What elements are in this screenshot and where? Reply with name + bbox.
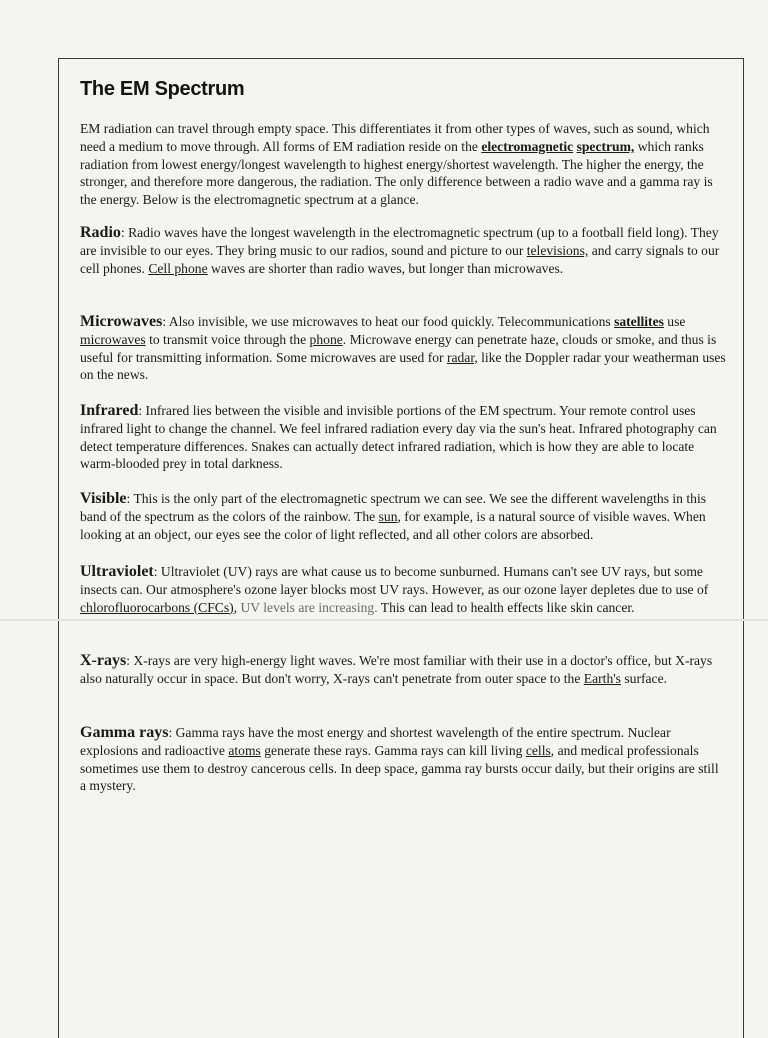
radio-text: : Radio waves have the longest wavelength in the electromagnetic spectrum (up to a football field long). They are invisible to our eyes. They bring music to our radios, sound and picture to our	[80, 225, 719, 258]
link-cells[interactable]: cells	[525, 742, 551, 758]
microwaves-paragraph	[80, 313, 728, 384]
term-ultraviolet: Ultraviolet	[80, 563, 154, 580]
term-radio: Radio	[80, 224, 121, 241]
term-microwaves: Microwaves	[80, 313, 163, 330]
intro-paragraph	[80, 120, 728, 209]
term-gamma-rays: Gamma rays	[80, 724, 169, 741]
radio-text-2: and carry signals to our cell phones.	[80, 242, 720, 276]
link-spectrum[interactable]: spectrum,	[576, 138, 635, 154]
scan-fold-line	[0, 619, 768, 621]
microwaves-text-5: like the Doppler radar your weatherman uses on the news.	[80, 349, 726, 383]
term-infrared: Infrared	[80, 402, 139, 419]
radio-paragraph	[80, 224, 728, 277]
ultraviolet-text-2: ,	[233, 599, 241, 615]
infrared-text: : Infrared lies between the visible and invisible portions of the EM spectrum. Your remote control uses infrared light to change the channel. We feel infrared radiation every day via the sun's heat. Infrared photography can detect temperature differences. Snakes can actually detect infrared radiation, which is how they are able to locate warm-blooded prey in total darkness.	[80, 403, 717, 472]
intro-text-end: which ranks radiation from lowest energy/longest wavelength to highest energy/shortest wavelength. The higher the energy, the stronger, and therefore more dangerous, the radiation. The only difference between a radio wave and a gamma ray is the energy. Below is the electromagnetic spectrum at a glance.	[80, 138, 713, 208]
infrared-paragraph	[80, 402, 728, 473]
link-microwaves[interactable]: microwaves	[80, 331, 146, 347]
visible-text-2: , for example, is a natural source of visible waves. When looking at an object, our eyes see the color of light reflected, and all other colors are absorbed.	[80, 508, 706, 542]
gamma-text-2: generate these rays. Gamma rays can kill living	[260, 742, 526, 758]
link-satellites[interactable]: satellites	[614, 314, 664, 329]
microwaves-text-2: use	[663, 314, 686, 329]
link-phone[interactable]: phone	[309, 331, 343, 347]
gamma-text: : Gamma rays have the most energy and shortest wavelength of the entire spectrum. Nuclear explosions and radioactive	[80, 725, 671, 758]
xrays-text: : X-rays are very high-energy light waves. We're most familiar with their use in a doctor's office, but X-rays also naturally occur in space. But don't worry, X-rays can't penetrate from outer space to the	[80, 653, 713, 686]
link-televisions[interactable]: televisions,	[526, 242, 589, 258]
gamma-text-3: , and medical professionals sometimes use them to destroy cancerous cells. In deep space, gamma ray bursts occur daily, but their origins are still a mystery.	[80, 742, 719, 794]
link-atoms[interactable]: atoms	[228, 742, 261, 758]
xrays-paragraph	[80, 652, 728, 688]
visible-text: : This is the only part of the electromagnetic spectrum we can see. We see the different wavelengths in this band of the spectrum as the colors of the rainbow. The	[80, 491, 707, 524]
ultraviolet-text-3: This can lead to health effects like skin cancer.	[377, 599, 635, 615]
link-radar[interactable]: radar,	[446, 349, 478, 365]
link-cell-phone[interactable]: Cell phone	[148, 260, 208, 276]
link-electromagnetic[interactable]: electromagnetic	[481, 138, 574, 154]
uv-levels-text: UV levels are increasing.	[240, 599, 378, 615]
link-earths[interactable]: Earth's	[583, 670, 621, 686]
link-sun[interactable]: sun	[378, 508, 398, 524]
link-cfcs[interactable]: chlorofluorocarbons (CFCs)	[80, 599, 234, 615]
term-xrays: X-rays	[80, 652, 127, 669]
microwaves-text-3: to transmit voice through the	[145, 331, 310, 347]
radio-text-3: waves are shorter than radio waves, but longer than microwaves.	[207, 260, 564, 276]
xrays-text-2: surface.	[620, 670, 668, 686]
microwaves-text-4: . Microwave energy can penetrate haze, clouds or smoke, and thus is useful for transmitting information. Some microwaves are used for	[80, 331, 717, 365]
term-visible: Visible	[80, 490, 127, 507]
ultraviolet-paragraph	[80, 563, 728, 616]
page-title: The EM Spectrum	[80, 78, 245, 100]
visible-paragraph	[80, 490, 728, 543]
gamma-paragraph	[80, 724, 728, 795]
ultraviolet-text: : Ultraviolet (UV) rays are what cause us to become sunburned. Humans can't see UV rays, but some insects can. Our atmosphere's ozone layer blocks most UV rays. However, as our ozone layer depletes due to use of	[80, 564, 709, 597]
microwaves-text: : Also invisible, we use microwaves to heat our food quickly. Telecommunications	[162, 314, 615, 329]
intro-text: EM radiation can travel through empty space. This differentiates it from other types of waves, such as sound, which need a medium to move through. All forms of EM radiation reside on the	[80, 121, 710, 154]
